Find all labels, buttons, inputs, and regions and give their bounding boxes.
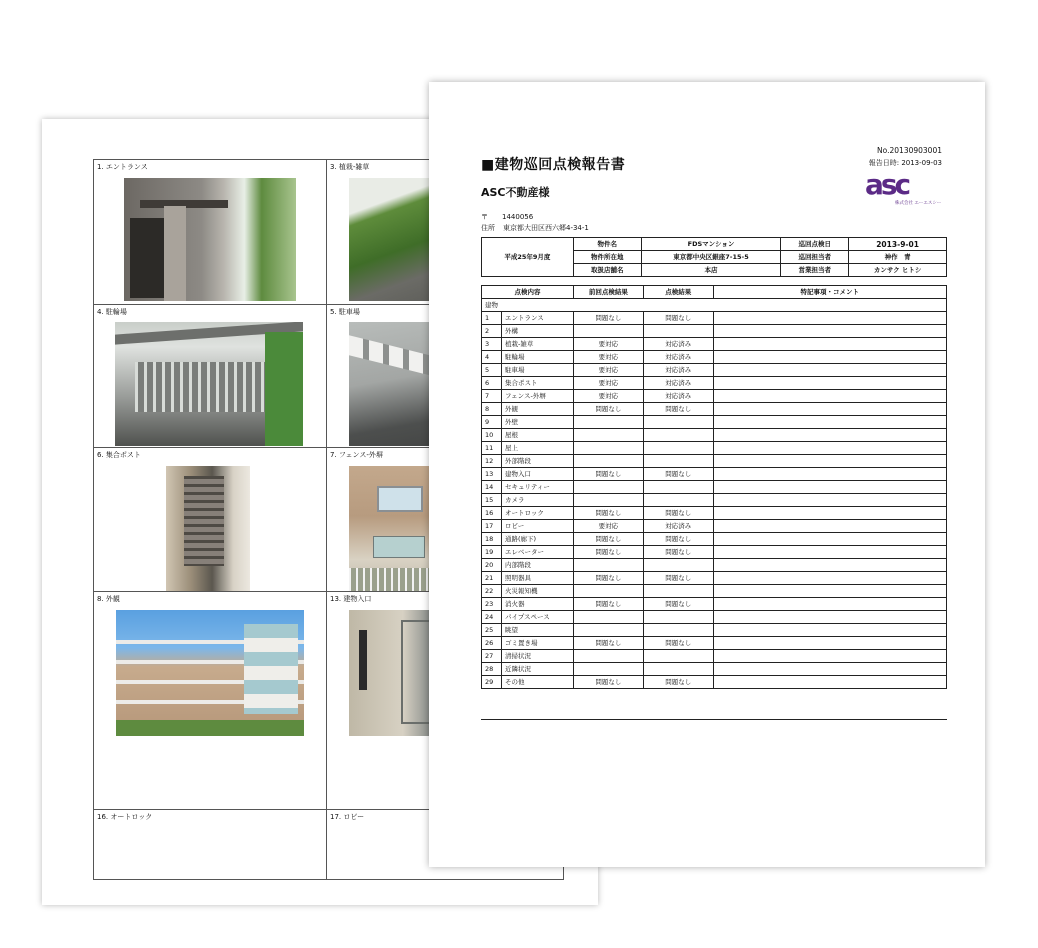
row-comment <box>713 403 946 416</box>
report-title: ■建物巡回点検報告書 <box>481 157 626 173</box>
row-previous-result: 要対応 <box>573 377 643 390</box>
row-comment <box>713 416 946 429</box>
row-result: 対応済み <box>643 390 713 403</box>
report-date: 2013-09-03 <box>901 159 942 167</box>
postal-symbol: 〒 <box>481 213 488 221</box>
photo-cell <box>94 160 327 305</box>
inspection-table <box>481 285 947 689</box>
row-number: 28 <box>482 663 502 676</box>
header-item: 点検内容 <box>482 286 574 299</box>
row-result <box>643 650 713 663</box>
row-comment <box>713 572 946 585</box>
inspection-row <box>482 312 947 325</box>
row-comment <box>713 312 946 325</box>
photo-caption: 6. 集合ポスト <box>97 451 141 459</box>
row-result: 問題なし <box>643 637 713 650</box>
row-number: 8 <box>482 403 502 416</box>
inspection-row <box>482 572 947 585</box>
inspection-row <box>482 663 947 676</box>
row-number: 20 <box>482 559 502 572</box>
row-result <box>643 429 713 442</box>
row-number: 9 <box>482 416 502 429</box>
row-previous-result: 要対応 <box>573 364 643 377</box>
inspection-row <box>482 338 947 351</box>
row-result: 問題なし <box>643 676 713 689</box>
row-comment <box>713 442 946 455</box>
row-previous-result <box>573 663 643 676</box>
logo-company-text: 株式会社 エーエスシー <box>895 201 942 206</box>
row-result: 対応済み <box>643 338 713 351</box>
inspection-row <box>482 351 947 364</box>
row-result <box>643 455 713 468</box>
header-result: 点検結果 <box>643 286 713 299</box>
row-comment <box>713 533 946 546</box>
row-number: 16 <box>482 507 502 520</box>
row-number: 25 <box>482 624 502 637</box>
photo-cell <box>94 305 327 448</box>
row-previous-result: 問題なし <box>573 676 643 689</box>
inspection-row <box>482 650 947 663</box>
row-item: エレベーター <box>501 546 573 559</box>
row-item: 通路(廊下) <box>501 533 573 546</box>
location: 東京都中央区銀座7-15-5 <box>641 251 781 264</box>
row-result <box>643 663 713 676</box>
row-item: パイプスペース <box>501 611 573 624</box>
row-item: 外構 <box>501 325 573 338</box>
inspection-row <box>482 624 947 637</box>
inspection-row <box>482 403 947 416</box>
inspection-row <box>482 598 947 611</box>
property-name: FDSマンション <box>641 238 781 251</box>
row-previous-result: 問題なし <box>573 572 643 585</box>
patrol-staff: 神作 青 <box>849 251 947 264</box>
row-result <box>643 442 713 455</box>
row-previous-result: 問題なし <box>573 403 643 416</box>
photo-caption: 3. 植栽-雑草 <box>330 163 370 171</box>
row-comment <box>713 455 946 468</box>
row-item: 照明器具 <box>501 572 573 585</box>
row-previous-result <box>573 611 643 624</box>
inspection-row <box>482 494 947 507</box>
row-result: 問題なし <box>643 403 713 416</box>
inspection-row <box>482 377 947 390</box>
row-number: 24 <box>482 611 502 624</box>
row-number: 2 <box>482 325 502 338</box>
entrance-photo <box>124 178 296 301</box>
row-result: 対応済み <box>643 520 713 533</box>
category-row: 建物 <box>482 299 947 312</box>
report-date-label: 報告日時: <box>868 159 900 167</box>
photo-caption: 4. 駐輪場 <box>97 308 127 316</box>
inspection-row <box>482 637 947 650</box>
row-previous-result: 問題なし <box>573 533 643 546</box>
row-comment <box>713 481 946 494</box>
inspection-row <box>482 533 947 546</box>
row-comment <box>713 650 946 663</box>
row-comment <box>713 559 946 572</box>
address: 東京都大田区西六郷4-34-1 <box>503 224 589 232</box>
inspection-row <box>482 546 947 559</box>
row-result <box>643 494 713 507</box>
asc-logo <box>861 168 942 208</box>
row-number: 11 <box>482 442 502 455</box>
inspection-row <box>482 481 947 494</box>
row-number: 14 <box>482 481 502 494</box>
row-number: 5 <box>482 364 502 377</box>
row-result <box>643 416 713 429</box>
address-line <box>481 223 589 233</box>
row-item: 近隣状況 <box>501 663 573 676</box>
table-bottom-rule <box>481 719 947 721</box>
photo-caption: 16. オートロック <box>97 813 153 821</box>
row-item: セキュリティー <box>501 481 573 494</box>
row-item: 集合ポスト <box>501 377 573 390</box>
inspection-row <box>482 585 947 598</box>
patrol-staff-label: 巡回担当者 <box>781 251 849 264</box>
row-comment <box>713 585 946 598</box>
row-previous-result <box>573 624 643 637</box>
inspection-row <box>482 364 947 377</box>
inspection-row <box>482 559 947 572</box>
postal-line <box>481 212 533 222</box>
exterior-photo <box>116 610 304 736</box>
row-result: 対応済み <box>643 364 713 377</box>
row-item: 植栽-雑草 <box>501 338 573 351</box>
inspection-row <box>482 611 947 624</box>
row-comment <box>713 377 946 390</box>
inspection-row <box>482 442 947 455</box>
photo-caption: 5. 駐車場 <box>330 308 360 316</box>
inspection-row <box>482 390 947 403</box>
row-previous-result <box>573 416 643 429</box>
row-comment <box>713 351 946 364</box>
row-item: エントランス <box>501 312 573 325</box>
row-previous-result: 問題なし <box>573 598 643 611</box>
row-result: 問題なし <box>643 468 713 481</box>
row-comment <box>713 364 946 377</box>
row-previous-result <box>573 585 643 598</box>
row-number: 29 <box>482 676 502 689</box>
row-previous-result: 問題なし <box>573 637 643 650</box>
row-number: 19 <box>482 546 502 559</box>
mailbox-photo <box>166 466 250 591</box>
row-item: ゴミ置き場 <box>501 637 573 650</box>
row-previous-result: 問題なし <box>573 507 643 520</box>
sales-staff-label: 営業担当者 <box>781 264 849 277</box>
row-previous-result <box>573 650 643 663</box>
row-comment <box>713 494 946 507</box>
row-number: 15 <box>482 494 502 507</box>
patrol-date-label: 巡回点検日 <box>781 238 849 251</box>
patrol-date: 2013-9-01 <box>849 238 947 251</box>
row-result: 問題なし <box>643 598 713 611</box>
inspection-row <box>482 676 947 689</box>
photo-caption: 8. 外観 <box>97 595 120 603</box>
row-comment <box>713 546 946 559</box>
row-item: 屋根 <box>501 429 573 442</box>
postal-code: 1440056 <box>502 213 534 221</box>
row-previous-result: 要対応 <box>573 390 643 403</box>
row-number: 6 <box>482 377 502 390</box>
inspection-row <box>482 416 947 429</box>
row-result <box>643 325 713 338</box>
row-item: 清掃状況 <box>501 650 573 663</box>
row-item: 駐車場 <box>501 364 573 377</box>
row-comment <box>713 429 946 442</box>
branch-label: 取扱店舗名 <box>573 264 641 277</box>
row-number: 18 <box>482 533 502 546</box>
row-comment <box>713 520 946 533</box>
row-item: 眺望 <box>501 624 573 637</box>
header-comment: 特記事項・コメント <box>713 286 946 299</box>
client-name: ASC不動産様 <box>481 186 550 199</box>
report-number: No.20130903001 <box>877 146 942 155</box>
property-info-table <box>481 237 947 277</box>
row-comment <box>713 624 946 637</box>
row-previous-result <box>573 481 643 494</box>
row-item: 外観 <box>501 403 573 416</box>
inspection-rows <box>482 312 947 689</box>
row-number: 21 <box>482 572 502 585</box>
row-item: カメラ <box>501 494 573 507</box>
row-result: 対応済み <box>643 377 713 390</box>
row-previous-result <box>573 442 643 455</box>
row-number: 12 <box>482 455 502 468</box>
row-previous-result <box>573 559 643 572</box>
photo-caption: 7. フェンス-外塀 <box>330 451 383 459</box>
row-result: 問題なし <box>643 312 713 325</box>
inspection-row <box>482 468 947 481</box>
row-result <box>643 559 713 572</box>
row-item: 消火器 <box>501 598 573 611</box>
row-number: 4 <box>482 351 502 364</box>
row-number: 26 <box>482 637 502 650</box>
branch: 本店 <box>641 264 781 277</box>
logo-mark: asc <box>865 168 909 201</box>
report-sheet <box>429 82 985 867</box>
row-comment <box>713 325 946 338</box>
row-previous-result <box>573 325 643 338</box>
row-number: 1 <box>482 312 502 325</box>
header-previous-result: 前回点検結果 <box>573 286 643 299</box>
row-previous-result <box>573 494 643 507</box>
row-result: 問題なし <box>643 507 713 520</box>
row-result: 対応済み <box>643 351 713 364</box>
address-label: 住所 <box>481 224 495 232</box>
row-result: 問題なし <box>643 546 713 559</box>
row-number: 22 <box>482 585 502 598</box>
period: 平成25年9月度 <box>482 238 574 277</box>
row-result: 問題なし <box>643 533 713 546</box>
row-item: 外部階段 <box>501 455 573 468</box>
row-comment <box>713 611 946 624</box>
row-previous-result: 問題なし <box>573 312 643 325</box>
row-previous-result: 要対応 <box>573 338 643 351</box>
inspection-row <box>482 507 947 520</box>
row-item: 屋上 <box>501 442 573 455</box>
row-comment <box>713 390 946 403</box>
row-item: 建物入口 <box>501 468 573 481</box>
row-comment <box>713 676 946 689</box>
row-result <box>643 624 713 637</box>
report-date-line <box>869 158 942 168</box>
row-result <box>643 585 713 598</box>
row-previous-result: 要対応 <box>573 520 643 533</box>
row-number: 3 <box>482 338 502 351</box>
property-name-label: 物件名 <box>573 238 641 251</box>
row-number: 27 <box>482 650 502 663</box>
row-item: 内部階段 <box>501 559 573 572</box>
row-result: 問題なし <box>643 572 713 585</box>
row-result <box>643 481 713 494</box>
row-number: 23 <box>482 598 502 611</box>
photo-cell <box>94 810 327 880</box>
row-previous-result: 要対応 <box>573 351 643 364</box>
location-label: 物件所在地 <box>573 251 641 264</box>
photo-caption: 17. ロビー <box>330 813 365 821</box>
row-comment <box>713 663 946 676</box>
row-number: 7 <box>482 390 502 403</box>
photo-cell <box>94 448 327 592</box>
row-comment <box>713 468 946 481</box>
row-previous-result: 問題なし <box>573 546 643 559</box>
row-number: 17 <box>482 520 502 533</box>
row-number: 10 <box>482 429 502 442</box>
row-previous-result <box>573 429 643 442</box>
row-item: ロビー <box>501 520 573 533</box>
inspection-row <box>482 325 947 338</box>
photo-caption: 13. 建物入口 <box>330 595 372 603</box>
inspection-row <box>482 520 947 533</box>
row-result <box>643 611 713 624</box>
row-comment <box>713 598 946 611</box>
row-previous-result: 問題なし <box>573 468 643 481</box>
row-comment <box>713 637 946 650</box>
row-number: 13 <box>482 468 502 481</box>
row-item: フェンス-外塀 <box>501 390 573 403</box>
bicycle-parking-photo <box>115 322 303 446</box>
inspection-row <box>482 455 947 468</box>
row-item: 駐輪場 <box>501 351 573 364</box>
photo-cell <box>94 592 327 810</box>
sales-staff: カンサク ヒトシ <box>849 264 947 277</box>
row-item: 外壁 <box>501 416 573 429</box>
row-item: その他 <box>501 676 573 689</box>
row-previous-result <box>573 455 643 468</box>
row-comment <box>713 507 946 520</box>
photo-caption: 1. エントランス <box>97 163 148 171</box>
inspection-row <box>482 429 947 442</box>
row-item: オートロック <box>501 507 573 520</box>
row-comment <box>713 338 946 351</box>
row-item: 火災報知機 <box>501 585 573 598</box>
